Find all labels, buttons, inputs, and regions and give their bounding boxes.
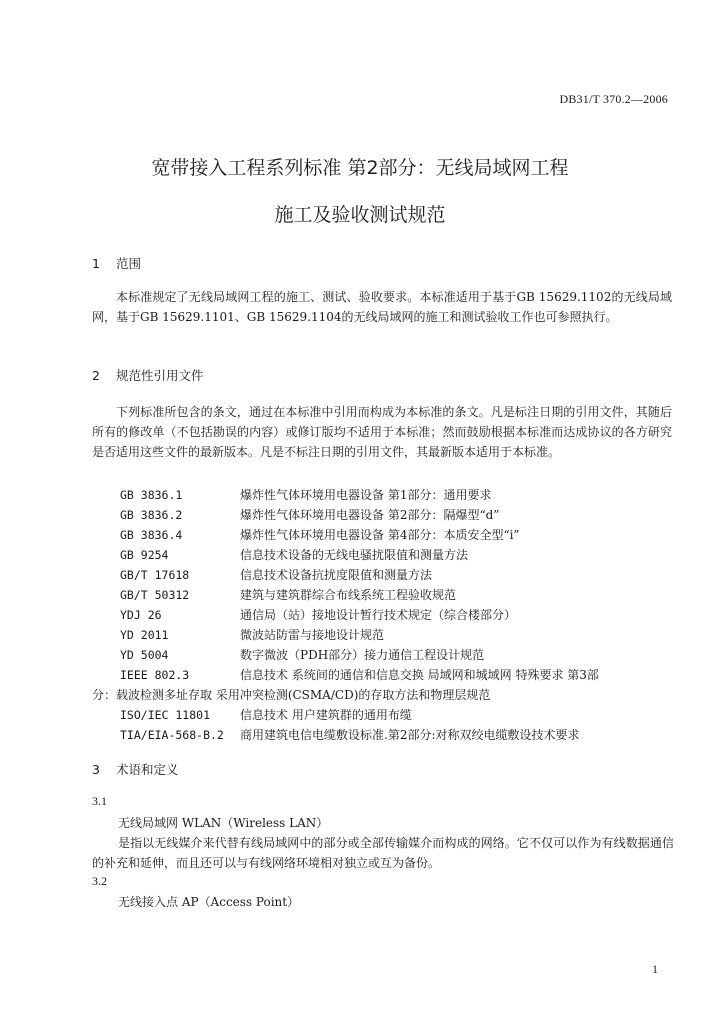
reference-title: 商用建筑电信电缆敷设标准.第2部分:对称双绞电缆敷设技术要求 <box>240 728 580 742</box>
reference-title: 爆炸性气体环境用电器设备 第1部分：通用要求 <box>240 488 492 502</box>
reference-code: YDJ 26 <box>120 608 162 622</box>
reference-item <box>92 565 682 585</box>
reference-title: 爆炸性气体环境用电器设备 第2部分：隔爆型“d” <box>240 508 500 522</box>
reference-code: GB/T 17618 <box>120 568 190 582</box>
reference-code: GB 3836.1 <box>120 488 183 502</box>
reference-item <box>92 525 682 545</box>
reference-item <box>92 605 682 625</box>
reference-code: YD 2011 <box>120 628 169 642</box>
subsection-number: 3.1 <box>92 794 107 808</box>
reference-title-continuation: 分：载波检测多址存取 采用冲突检测(CSMA/CD)的存取方法和物理层规范 <box>92 688 491 702</box>
section-title: 规范性引用文件 <box>116 368 204 383</box>
reference-item <box>92 705 682 725</box>
section-1-paragraph: 本标准规定了无线局域网工程的施工、测试、验收要求。本标准适用于基于GB 15629.1102的无线局域网，基于GB 15629.1101、GB 15629.1104的无线局域网的施工和测试验收工作也可参照执行。 <box>92 290 672 324</box>
reference-title: 信息技术 用户建筑群的通用布缆 <box>240 708 412 722</box>
reference-title: 微波站防雷与接地设计规范 <box>240 628 385 642</box>
section-number: 3 <box>92 762 100 777</box>
reference-item <box>92 665 682 685</box>
reference-item <box>92 545 682 565</box>
reference-title: 爆炸性气体环境用电器设备 第4部分：本质安全型“i” <box>240 528 520 542</box>
reference-title: 通信局（站）接地设计暂行技术规定（综合楼部分） <box>240 608 517 622</box>
reference-code: GB 3836.2 <box>120 508 183 522</box>
reference-title: 信息技术设备抗扰度限值和测量方法 <box>240 568 433 582</box>
page-title-line-2: 施工及验收测试规范 <box>274 204 446 226</box>
section-3-heading <box>92 760 179 778</box>
reference-title: 建筑与建筑群综合布线系统工程验收规范 <box>240 588 457 602</box>
reference-title: 信息技术设备的无线电骚扰限值和测量方法 <box>240 548 469 562</box>
reference-list <box>92 485 682 745</box>
section-number: 1 <box>92 256 100 271</box>
section-2-heading <box>92 366 204 384</box>
reference-item <box>92 485 682 505</box>
section-2-paragraph: 下列标准所包含的条文，通过在本标准中引用而构成为本标准的条文。凡是标注日期的引用文件，其随后所有的修改单（不包括勘误的内容）或修订版均不适用于本标准；然而鼓励根据本标准而达成协议的各方研究是否适用这些文件的最新版本。凡是不标注日期的引用文件，其最新版本适用于本标准。 <box>92 405 672 459</box>
reference-item <box>92 645 682 665</box>
section-title: 术语和定义 <box>116 762 179 777</box>
section-1-heading <box>92 254 141 272</box>
reference-code: ISO/IEC 11801 <box>120 708 211 722</box>
subsection-number: 3.2 <box>92 874 107 888</box>
page-title-line-1: 宽带接入工程系列标准 第2部分：无线局域网工程 <box>151 157 569 179</box>
section-title: 范围 <box>116 256 142 271</box>
reference-title: 数字微波（PDH部分）接力通信工程设计规范 <box>240 648 485 662</box>
reference-code: GB 3836.4 <box>120 528 183 542</box>
reference-code: GB/T 50312 <box>120 588 190 602</box>
reference-item <box>92 725 682 745</box>
term-heading: 无线接入点 AP（Access Point） <box>118 895 300 909</box>
reference-code: YD 5004 <box>120 648 169 662</box>
document-code: DB31/T 370.2—2006 <box>559 92 668 106</box>
reference-code: IEEE 802.3 <box>120 668 190 682</box>
reference-code: TIA/EIA-568-B.2 <box>120 728 224 742</box>
reference-item <box>92 505 682 525</box>
term-definition: 是指以无线媒介来代替有线局域网中的部分或全部传输媒介而构成的网络。它不仅可以作为有线数据通信的补充和延伸，而且还可以与有线网络环境相对独立或互为备份。 <box>92 836 674 870</box>
reference-item <box>92 625 682 645</box>
section-number: 2 <box>92 368 100 383</box>
term-heading: 无线局域网 WLAN（Wireless LAN） <box>118 816 329 830</box>
reference-item <box>92 585 682 605</box>
reference-title: 信息技术 系统间的通信和信息交换 局域网和城域网 特殊要求 第3部 <box>240 668 599 682</box>
reference-code: GB 9254 <box>120 548 169 562</box>
page-number: 1 <box>652 962 658 976</box>
